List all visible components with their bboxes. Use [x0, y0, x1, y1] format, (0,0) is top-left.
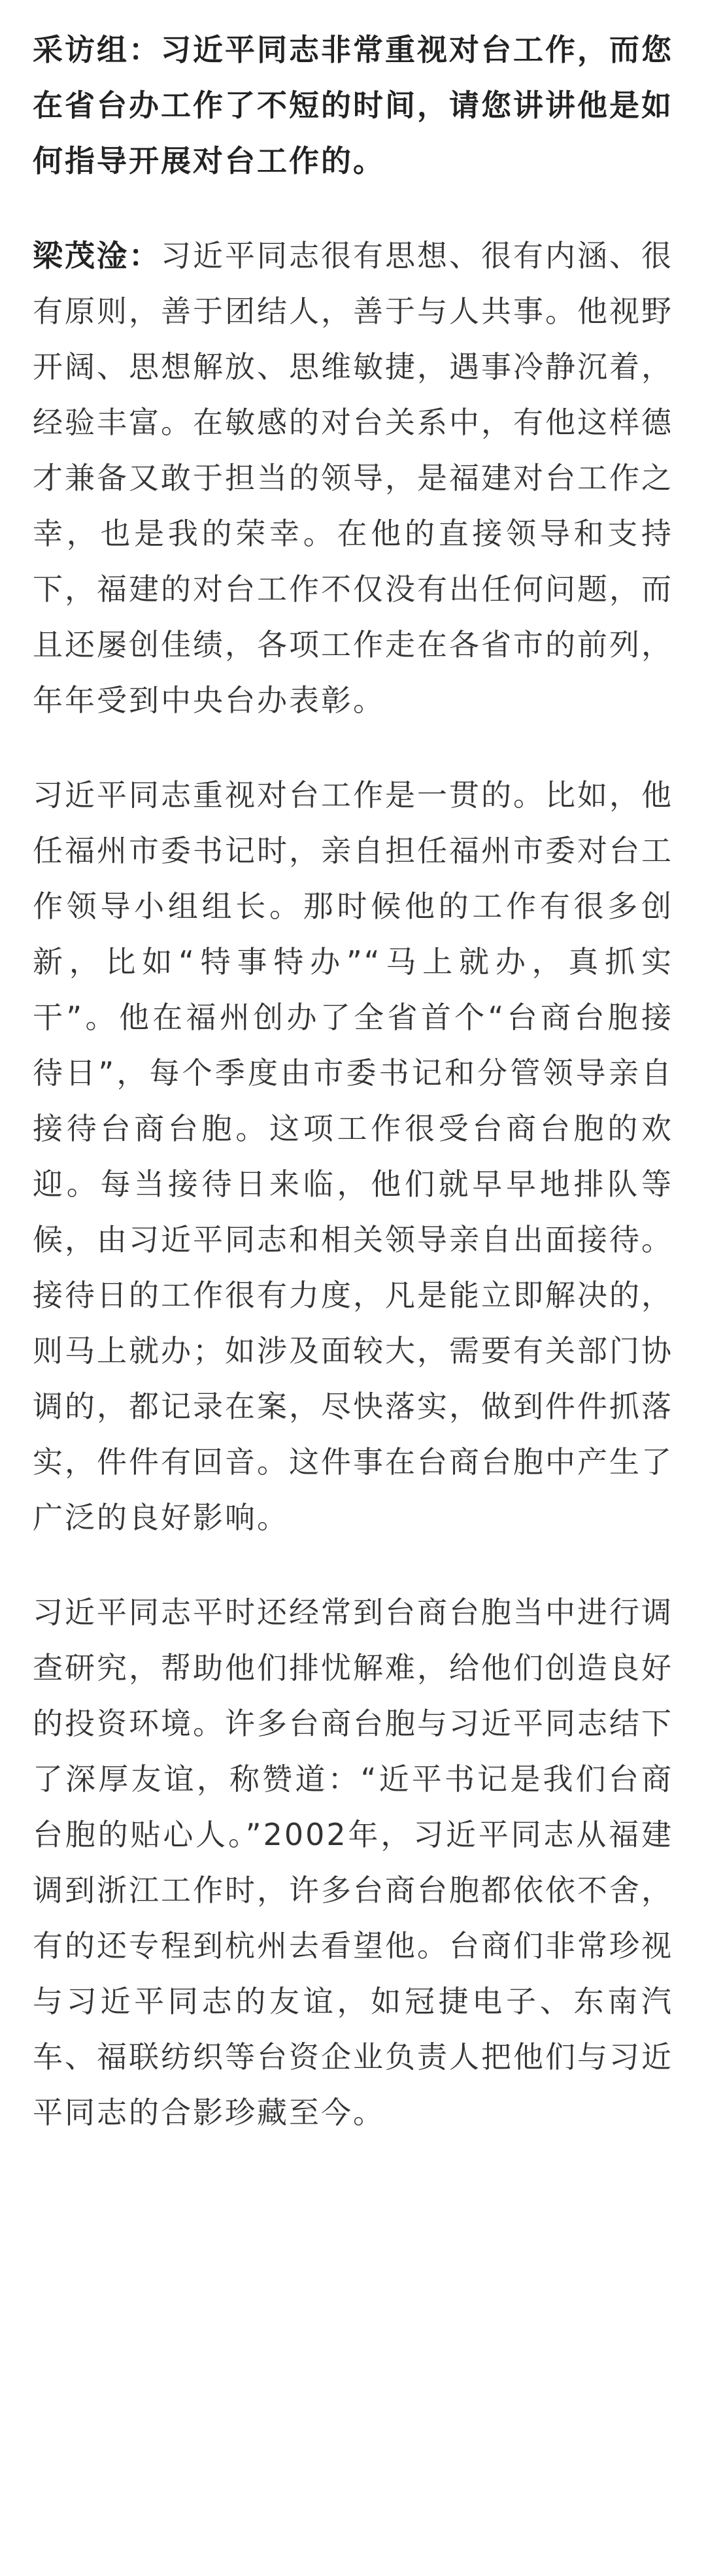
question-text: 习近平同志非常重视对台工作，而您在省台办工作了不短的时间，请您讲讲他是如何指导开展对台工作的。: [33, 32, 673, 178]
question-speaker: 采访组：: [33, 32, 161, 67]
answer-text: 习近平同志很有思想、很有内涵、很有原则，善于团结人，善于与人共事。他视野开阔、思想解放、思维敏捷，遇事冷静沉着，经验丰富。在敏感的对台关系中，有他这样德才兼备又敢于担当的领导，是福建对台工作之幸，也是我的荣幸。在他的直接领导和支持下，福建的对台工作不仅没有出任何问题，而且还屡创佳绩，各项工作走在各省市的前列，年年受到中央台办表彰。: [33, 238, 673, 718]
body-paragraph-2: 习近平同志重视对台工作是一贯的。比如，他任福州市委书记时，亲自担任福州市委对台工作领导小组组长。那时候他的工作有很多创新，比如“特事特办”“马上就办，真抓实干”。他在福州创办了全省首个“台商台胞接待日”，每个季度由市委书记和分管领导亲自接待台商台胞。这项工作很受台商台胞的欢迎。每当接待日来临，他们就早早地排队等候，由习近平同志和相关领导亲自出面接待。接待日的工作很有力度，凡是能立即解决的，则马上就办；如涉及面较大，需要有关部门协调的，都记录在案，尽快落实，做到件件抓落实，件件有回音。这件事在台商台胞中产生了广泛的良好影响。: [33, 777, 673, 1535]
answer-paragraph: [33, 228, 673, 728]
body-paragraph-3: 习近平同志平时还经常到台商台胞当中进行调查研究，帮助他们排忧解难，给他们创造良好的投资环境。许多台商台胞与习近平同志结下了深厚友谊，称赞道：“近平书记是我们台商台胞的贴心人。”2002年，习近平同志从福建调到浙江工作时，许多台商台胞都依依不舍，有的还专程到杭州去看望他。台商们非常珍视与习近平同志的友谊，如冠捷电子、东南汽车、福联纺织等台资企业负责人把他们与习近平同志的合影珍藏至今。: [33, 1595, 673, 2130]
answer-speaker: 梁茂淦：: [33, 238, 161, 273]
question-paragraph: [33, 22, 673, 189]
